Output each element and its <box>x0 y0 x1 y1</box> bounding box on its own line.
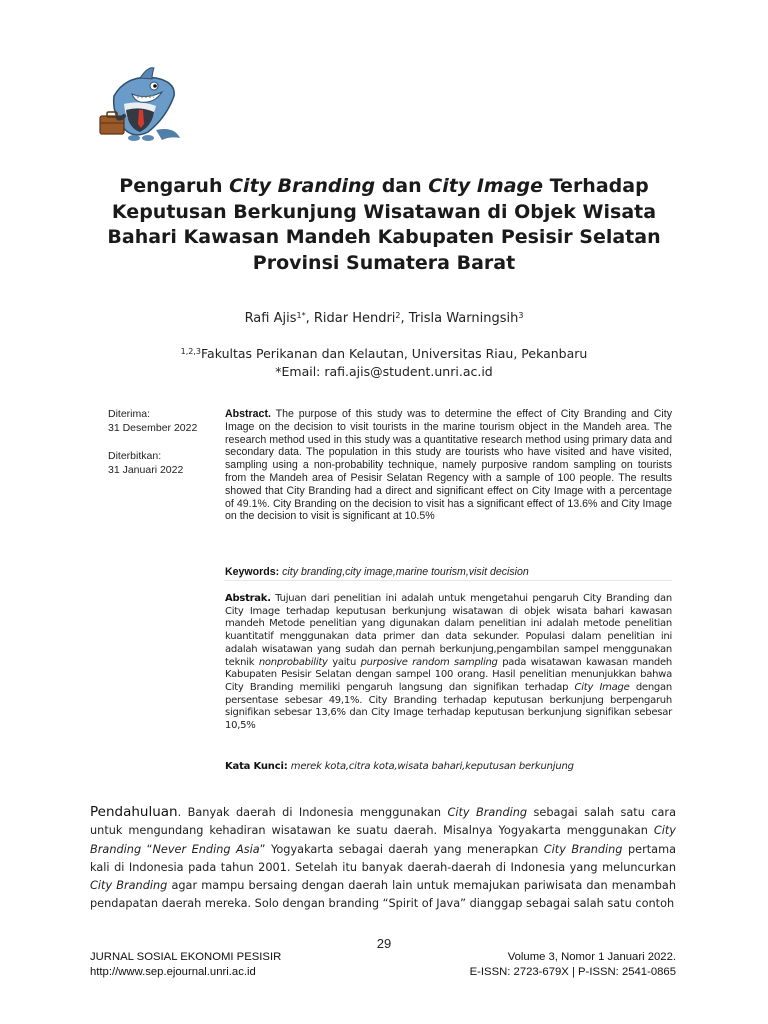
footer-journal-info <box>90 950 281 980</box>
keywords-english: Keywords: city branding,city image,marine tourism,visit decision <box>225 566 529 578</box>
divider <box>225 580 672 581</box>
received-date: 31 Desember 2022 <box>108 421 198 434</box>
issn-info: E-ISSN: 2723-679X | P-ISSN: 2541-0865 <box>469 966 676 978</box>
paper-title: Pengaruh City Branding dan City Image Terhadap Keputusan Berkunjung Wisatawan di Objek Wisata Bahari Kawasan Mandeh Kabupaten Pesisir Selatan Provinsi Sumatera Barat <box>107 175 661 274</box>
received-label: Diterima: <box>108 408 151 420</box>
affiliation: $^{1,2,3}$Fakultas Perikanan dan Kelautan, Universitas Riau, Pekanbaru *Email: rafi.ajis@student.unri.ac.id <box>96 345 672 381</box>
journal-url[interactable]: http://www.sep.ejournal.unri.ac.id <box>90 966 256 978</box>
shark-mascot-icon <box>96 66 186 148</box>
abstract-english: Abstract. The purpose of this study was to determine the effect of City Branding and City Image on the decision to visit tourists in the marine tourism object in the Mandeh area. The research method used in this study was a quantitative research method using primary data and secondary data. The population in this study are tourists who have visited and have visited, sampling using a non-probability technique, namely purposive random sampling on tourists from the Mandeh area of Pesisir Selatan Regency with a sample of 100 people. The results showed that City Branding had a direct and significant effect on City Image with a percentage of 49.1%. City Branding on the decision to visit has a significant effect of 13.6% and City Image on the decision to visit is significant at 10.5% <box>225 408 672 523</box>
journal-name: JURNAL SOSIAL EKONOMI PESISIR <box>90 951 282 963</box>
abstract-indonesian: Abstrak. Tujuan dari penelitian ini adalah untuk mengetahui pengaruh City Branding dan City Image terhadap keputusan berkunjung wisatawan di objek wisata bahari kawasan mandeh Metode penelitian yang digunakan dalam penelitian ini adalah metode penelitian kuantitatif menggunakan data primer dan data sekunder. Populasi dalam penelitian ini adalah wisatawan yang sudah dan pernah berkunjung,pengambilan sampel menggunakan teknik nonprobability yaitu purposive random sampling pada wisatawan kawasan mandeh Kabupaten Pesisir Selatan dengan sampel 100 orang. Hasil penelitian menunjukkan bahwa City Branding memiliki pengaruh langsung dan signifikan terhadap City Image dengan persentase sebesar 49,1%. City Branding terhadap keputusan berkunjung berpengaruh signifikan sebesar 13,6% dan City Image terhadap keputusan berkunjung signifikan sebesar 10,5% <box>225 593 672 732</box>
volume-info: Volume 3, Nomor 1 Januari 2022. <box>507 951 676 963</box>
footer-issue-info <box>470 950 676 980</box>
published-info <box>108 450 218 477</box>
page-number: 29 <box>376 936 392 951</box>
published-date: 31 Januari 2022 <box>108 463 184 476</box>
author-list: Rafi Ajis$^{1*}$, Ridar Hendri$^2$, Trisla Warningsih$^3$ <box>244 311 524 326</box>
introduction-paragraph: Pendahuluan. Banyak daerah di Indonesia menggunakan City Branding sebagai salah satu cara untuk mengundang kehadiran wisatawan ke suatu daerah. Misalnya Yogyakarta menggunakan City Branding “Never Ending Asia” Yogyakarta sebagai daerah yang menerapkan City Branding pertama kali di Indonesia pada tahun 2001. Setelah itu banyak daerah-daerah di Indonesia yang meluncurkan City Branding agar mampu bersaing dengan daerah lain untuk memajukan pariwisata dan menambah pendapatan daerah mereka. Solo dengan branding “Spirit of Java” dianggap sebagai salah satu contoh <box>90 804 676 911</box>
published-label: Diterbitkan: <box>108 450 162 462</box>
keywords-indonesian: Kata Kunci: merek kota,citra kota,wisata bahari,keputusan berkunjung <box>225 761 574 772</box>
received-info <box>108 408 218 435</box>
author-email: *Email: rafi.ajis@student.unri.ac.id <box>275 364 493 379</box>
